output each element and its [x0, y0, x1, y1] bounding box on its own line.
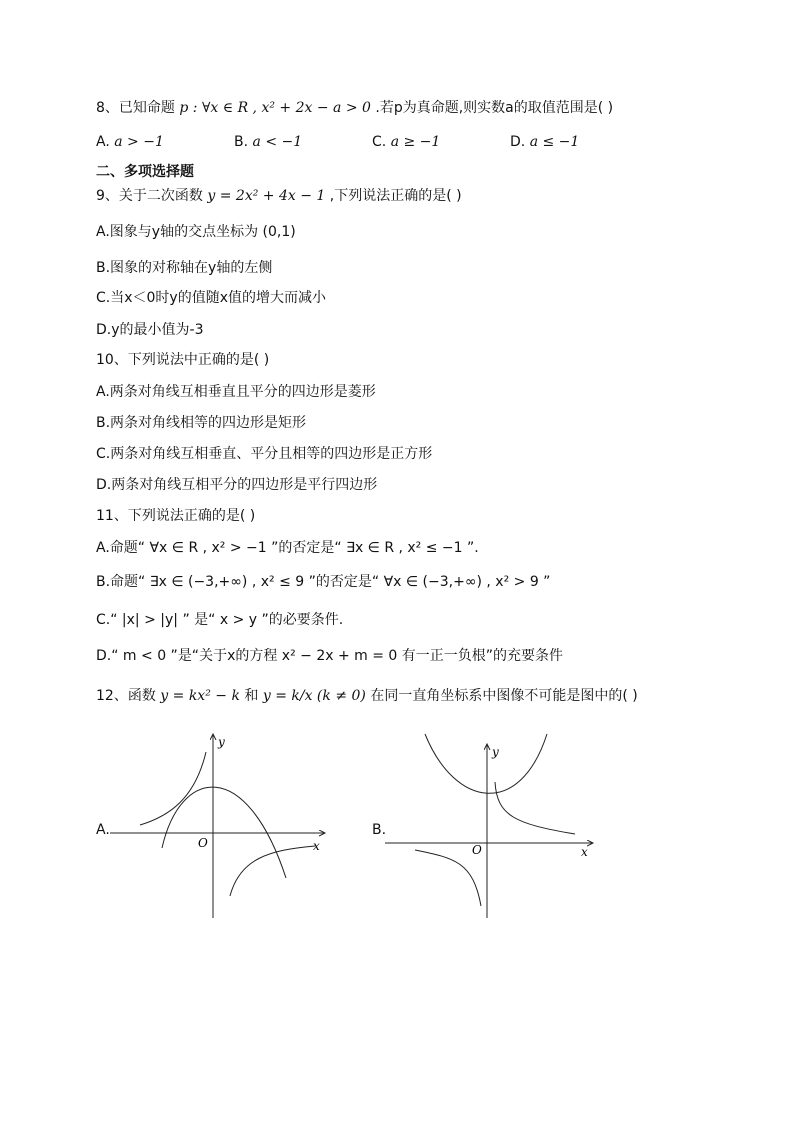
q8-option-b-label: B. — [234, 134, 249, 150]
q12-math-b: y = k/x (k ≠ 0) — [262, 688, 366, 704]
q9-math: y = 2x² + 4x − 1 — [207, 188, 326, 204]
q8-option-a-text: a > −1 — [114, 134, 164, 150]
graph-a-y-label: y — [218, 735, 225, 749]
graph-b-origin-label: O — [472, 843, 482, 857]
q8-option-c-text: a ≥ −1 — [390, 134, 441, 150]
q12-stem-a: 12、函数 — [96, 688, 156, 704]
graph-a-origin-label: O — [198, 836, 208, 850]
q9-option-a: A.图象与y轴的交点坐标为 (0,1) — [96, 224, 296, 240]
graph-a-x-label: x — [313, 839, 320, 853]
graph-b — [385, 728, 600, 923]
question-11-stem: 11、下列说法正确的是( ) — [96, 508, 256, 524]
q12-stem-b: 和 — [244, 688, 259, 704]
question-8-stem — [96, 98, 613, 118]
q10-option-a: A.两条对角线互相垂直且平分的四边形是菱形 — [96, 384, 376, 400]
q10-option-b: B.两条对角线相等的四边形是矩形 — [96, 415, 307, 431]
question-10-stem: 10、下列说法中正确的是( ) — [96, 352, 270, 368]
graph-b-x-label: x — [581, 845, 588, 859]
q8-stem-b: .若p为真命题,则实数a的取值范围是( ) — [375, 100, 614, 116]
q9-option-b: B.图象的对称轴在y轴的左侧 — [96, 260, 273, 276]
graph-a-label: A. — [96, 822, 110, 838]
graph-b-y-label: y — [492, 745, 499, 759]
q9-stem-a: 9、关于二次函数 — [96, 188, 203, 204]
section-heading: 二、多项选择题 — [96, 164, 194, 180]
q9-stem-b: ,下列说法正确的是( ) — [329, 188, 462, 204]
graph-b-label: B. — [372, 822, 387, 838]
q10-option-c: C.两条对角线互相垂直、平分且相等的四边形是正方形 — [96, 446, 433, 462]
q8-option-b — [234, 132, 302, 152]
q10-option-d: D.两条对角线互相平分的四边形是平行四边形 — [96, 477, 378, 493]
q8-stem-a: 8、已知命题 — [96, 100, 175, 116]
q11-option-d: D.“ m < 0 ”是“关于x的方程 x² − 2x + m = 0 有一正一负根”的充要条件 — [96, 648, 564, 664]
q8-option-a — [96, 132, 164, 152]
q8-option-c-label: C. — [372, 134, 387, 150]
q9-option-d: D.y的最小值为-3 — [96, 322, 204, 338]
q11-option-c: C.“ |x| > |y| ” 是“ x > y ”的必要条件. — [96, 612, 344, 628]
q11-option-a: A.命题“ ∀x ∈ R , x² > −1 ”的否定是“ ∃x ∈ R , x² ≤ −1 ”. — [96, 540, 479, 556]
q8-math: p : ∀x ∈ R , x² + 2x − a > 0 — [179, 100, 371, 116]
q8-option-d-label: D. — [510, 134, 526, 150]
graph-b-hyperbola-branch-left — [415, 850, 481, 906]
graph-a-hyperbola-branch-left — [140, 752, 206, 825]
q11-option-b: B.命题“ ∃x ∈ (−3,+∞) , x² ≤ 9 ”的否定是“ ∀x ∈ (−3,+∞) , x² > 9 ” — [96, 574, 551, 590]
q8-option-d — [510, 132, 579, 152]
q8-option-b-text: a < −1 — [252, 134, 303, 150]
graph-a-hyperbola-branch-right — [230, 846, 315, 896]
question-9-stem — [96, 186, 462, 206]
question-12-stem — [96, 686, 638, 706]
q12-stem-c: 在同一直角坐标系中图像不可能是图中的( ) — [370, 688, 638, 704]
graph-b-parabola — [425, 734, 547, 793]
q8-option-d-text: a ≤ −1 — [529, 134, 580, 150]
q8-option-c — [372, 132, 440, 152]
q12-math-a: y = kx² − k — [160, 688, 240, 704]
q8-option-a-label: A. — [96, 134, 110, 150]
graph-a — [110, 728, 335, 923]
q9-option-c: C.当x＜0时y的值随x值的增大而减小 — [96, 290, 326, 306]
